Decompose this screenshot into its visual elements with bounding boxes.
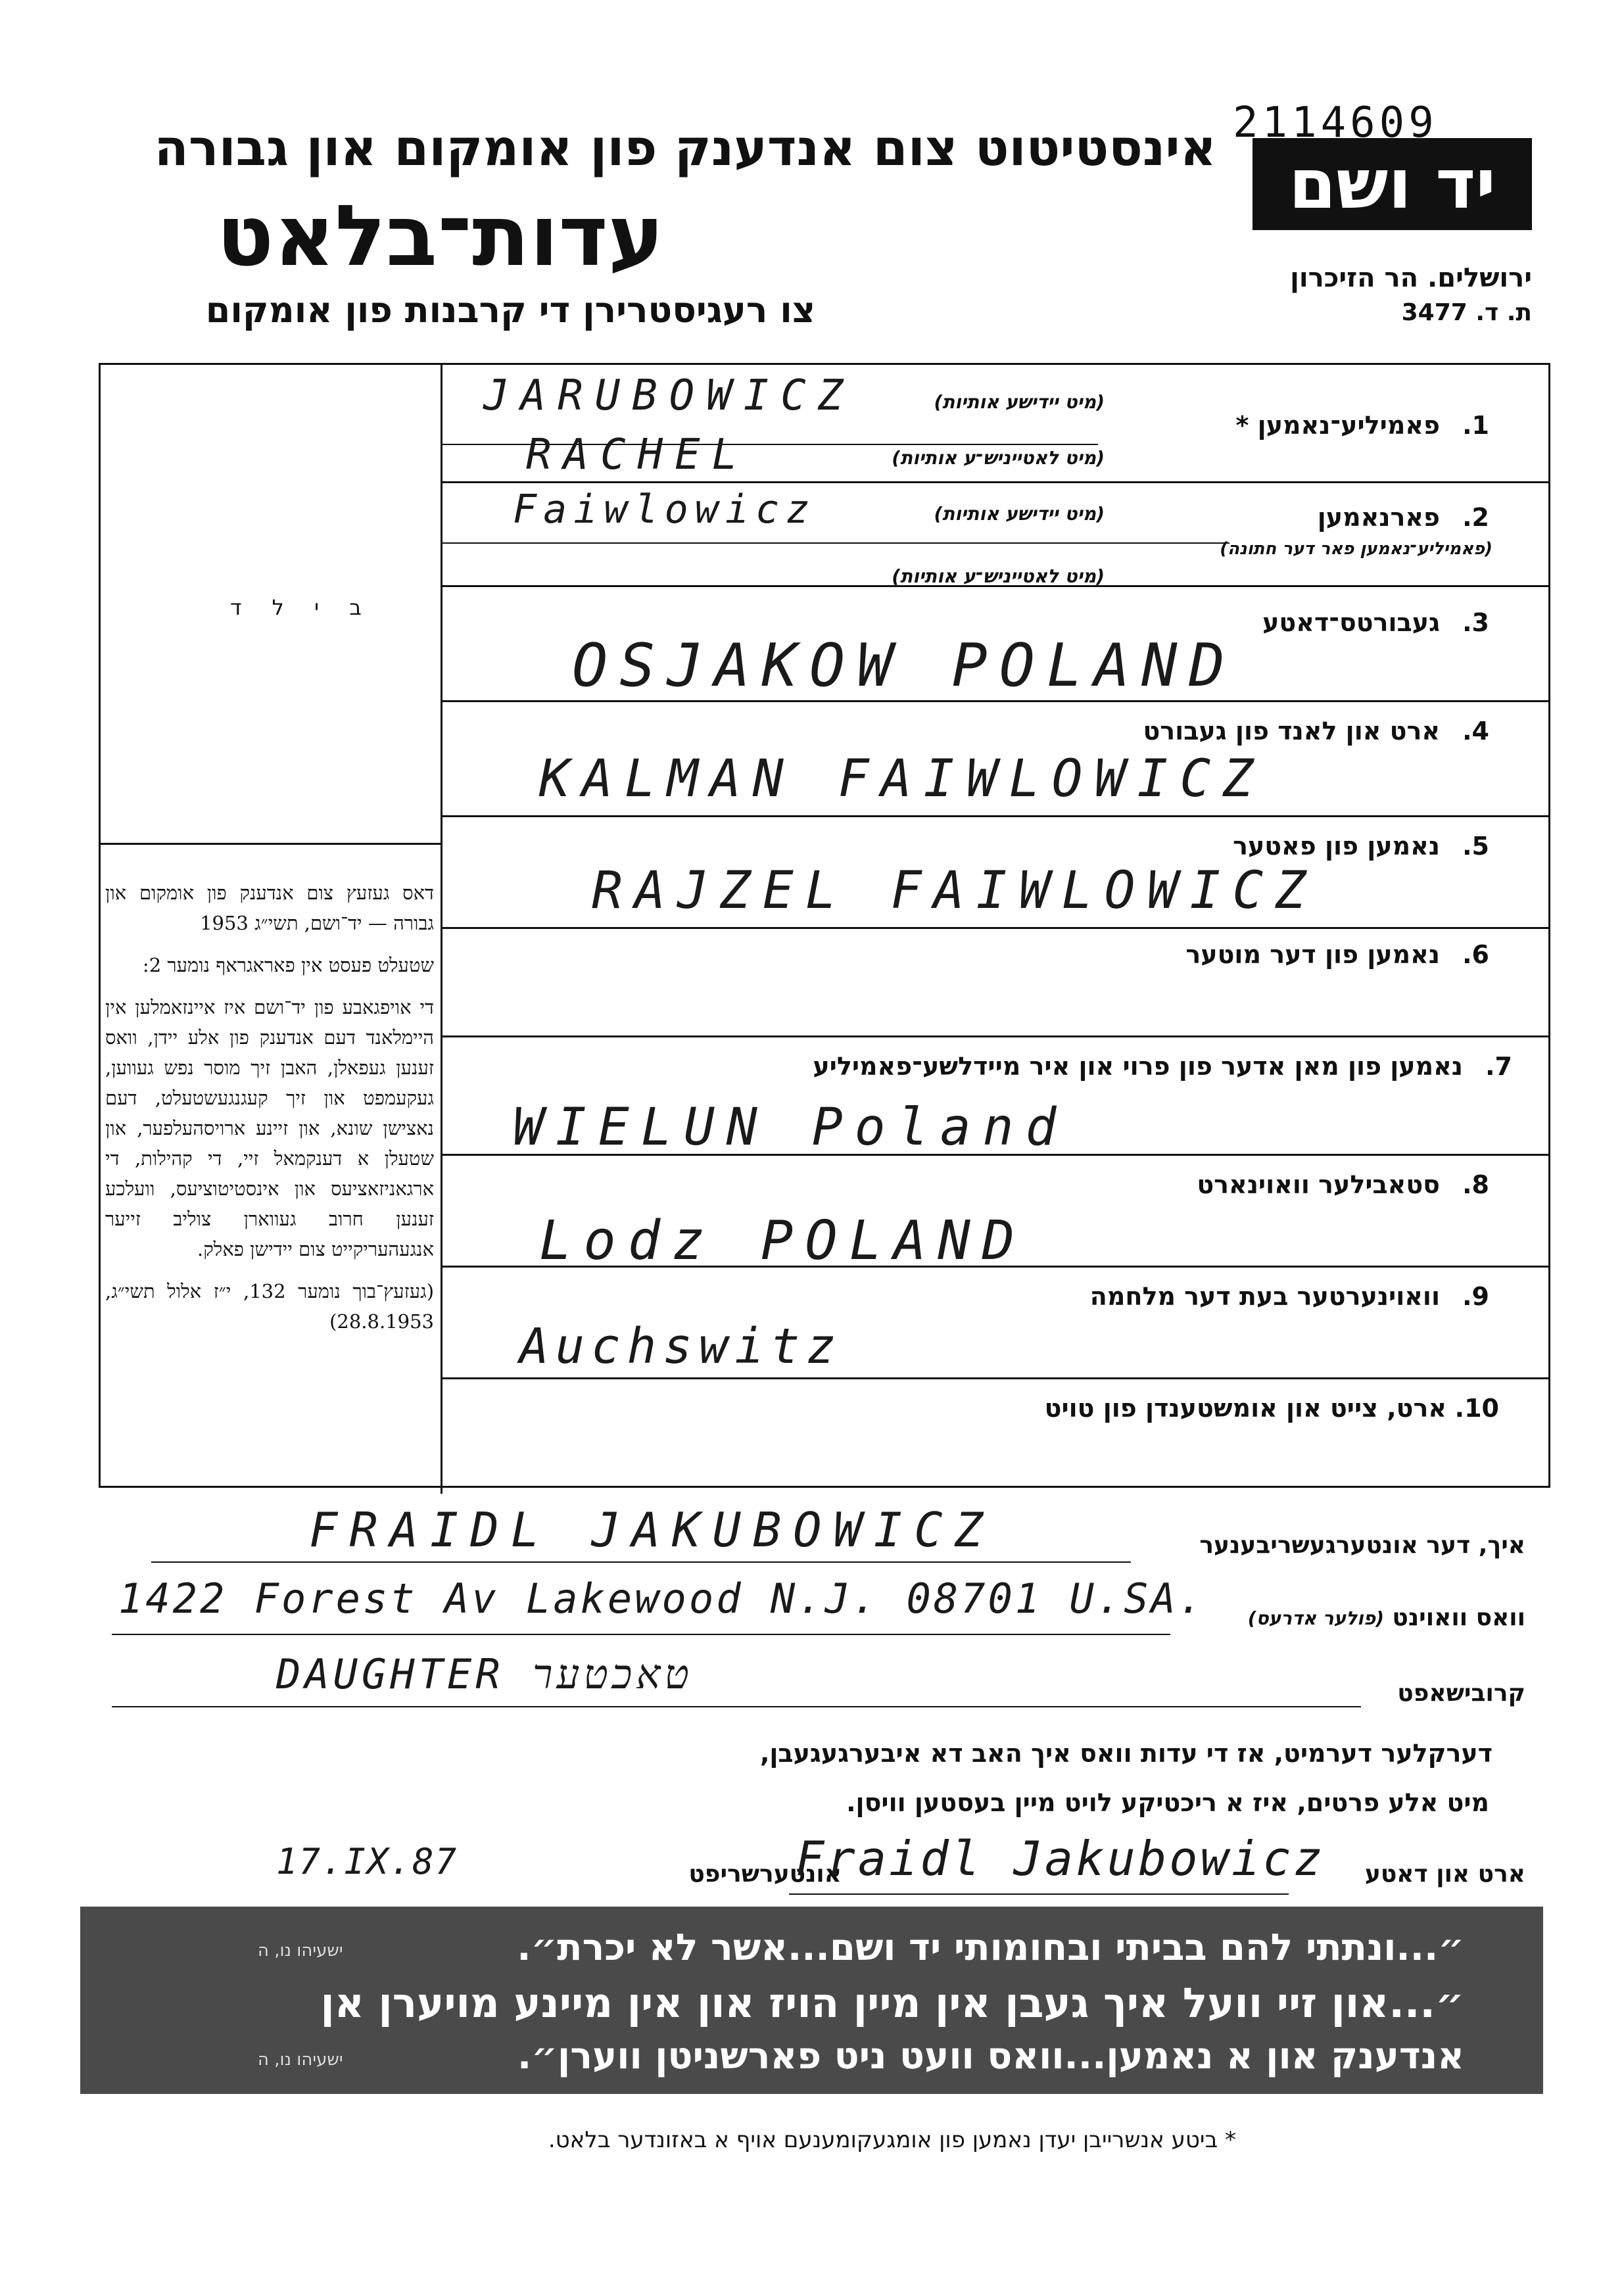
row-number: 5. bbox=[1462, 832, 1489, 861]
row-divider bbox=[441, 700, 1550, 702]
scripture-banner bbox=[80, 1907, 1543, 2094]
underline bbox=[112, 1634, 1170, 1635]
law-excerpt-title: דאס געזעץ צום אנדענק פון אומקום און גבורה — יד־ושם, תשי״ג 1953 bbox=[105, 882, 434, 934]
photo-box-bottom bbox=[99, 843, 442, 845]
banner-source-2: ישעיהו נו, ה bbox=[258, 2050, 343, 2070]
row-label-maiden-name: (פאמיליע־נאמען פאר דער חתונה) bbox=[1220, 539, 1493, 559]
row-number: 3. bbox=[1462, 608, 1489, 637]
birth-place-value[interactable]: KALMAN FAIWLOWICZ bbox=[539, 749, 1266, 809]
row-number: 6. bbox=[1462, 940, 1489, 969]
signature-value[interactable]: Fraidl Jakubowicz bbox=[796, 1831, 1325, 1886]
submitter-address-sub-label: (פולער אדרעס) bbox=[1247, 1607, 1384, 1629]
birth-date-value[interactable]: OSJAKOW POLAND bbox=[572, 631, 1237, 700]
law-excerpt bbox=[105, 878, 434, 1348]
row-label-birth-date: געבורטס־דאטע bbox=[1262, 608, 1440, 637]
form-title: עדות־בלאט bbox=[216, 187, 664, 285]
sub-line bbox=[441, 542, 1230, 544]
row-label-death-circumstances: ארט, צייט און אומשטענדן פון טויט bbox=[1044, 1394, 1446, 1423]
sub-label-latin: (מיט לאטייניש־ע אותיות) bbox=[892, 447, 1105, 469]
row-number: 7. bbox=[1485, 1052, 1512, 1081]
father-name-value[interactable]: RAJZEL FAIWLOWICZ bbox=[592, 861, 1318, 920]
family-name-latin-value[interactable]: RACHEL bbox=[526, 431, 750, 479]
row-divider bbox=[441, 927, 1550, 929]
frame-bottom bbox=[99, 1486, 1550, 1488]
law-excerpt-text: די אויפגאבע פון יד־ושם איז איינזאמלען אין היימלאנד דעם אנדענק פון אלע יידן, וואס זענען געפאלן, האבן זיך מוסר נפש געווען, געקעמפט און זיך קעגנגעשטעלט, דעם נאצישן שונא, און זיינע ארויסהעלפער, און שטעלן א דענקמאל זיי, די קהילות, די ארגאניזאציעס און אינסטיטוציעס, וועלכע זענען חרוב געווארן צוליב זייער אנגעהעריקייט צום יידישן פאלק. bbox=[105, 996, 434, 1260]
row-number: 8. bbox=[1462, 1170, 1489, 1199]
submitter-name-label: איך, דער אונטערגעשריבענער bbox=[1199, 1532, 1525, 1559]
declaration-line-1: דערקלער דערמיט, אז די עדות וואס איך האב דא איבערגעגעבן, bbox=[759, 1739, 1493, 1768]
form-subtitle: צו רעגיסטרירן די קרבנות פון אומקום bbox=[205, 289, 815, 331]
banner-line-1: ״...ונתתי להם בביתי ובחומותי יד ושם...אשר לא יכרת״. bbox=[517, 1926, 1464, 1969]
place-date-label: ארט און דאטע bbox=[1364, 1861, 1525, 1888]
frame-left bbox=[99, 363, 101, 1487]
row-label-spouse-name: נאמען פון מאן אדער פון פרוי און איר מיידלשע־פאמיליע bbox=[813, 1052, 1463, 1081]
footnote: * ביטע אנשרייבן יעדן נאמען פון אומגעקומענעם אויף א באזונדער בלאט. bbox=[548, 2127, 1236, 2153]
signature-label: אונטערשריפט bbox=[688, 1861, 842, 1888]
underline bbox=[151, 1561, 1131, 1563]
row-number: 10. bbox=[1454, 1394, 1499, 1423]
sub-label-latin: (מיט לאטייניש־ע אותיות) bbox=[892, 565, 1105, 587]
spouse-name-value[interactable]: WIELUN Poland bbox=[513, 1098, 1068, 1157]
underline bbox=[112, 1706, 1361, 1707]
relationship-label: קרובישאפט bbox=[1397, 1680, 1525, 1707]
permanent-residence-value[interactable]: Lodz POLAND bbox=[539, 1210, 1027, 1272]
yad-vashem-logo: יד ושם bbox=[1253, 138, 1532, 230]
declaration-line-2: מיט אלע פרטים, איז א ריכטיקע לויט מיין בעסטען וויסן. bbox=[846, 1788, 1489, 1817]
place-date-value[interactable]: 17.IX.87 bbox=[276, 1841, 458, 1882]
submitter-address-value[interactable]: 1422 Forest Av Lakewood N.J. 08701 U.SA. bbox=[118, 1575, 1206, 1623]
banner-line-2: ״...און זיי וועל איך געבן אין מיין הויז און אין מיינע מויערן אן bbox=[320, 1979, 1464, 2027]
banner-source-1: ישעיהו נו, ה bbox=[258, 1941, 343, 1961]
archive-number: 2114609 bbox=[1233, 99, 1438, 147]
row-label-permanent-residence: סטאבילער וואוינארט bbox=[1197, 1170, 1440, 1199]
sub-label-yiddish: (מיט יידישע אותיות) bbox=[934, 503, 1105, 525]
frame-top bbox=[99, 363, 1550, 365]
frame-right bbox=[1548, 363, 1550, 1487]
row-label-mother-name: נאמען פון דער מוטער bbox=[1185, 940, 1440, 969]
submitter-address-label: וואס וואוינט bbox=[1392, 1604, 1525, 1631]
row-number: 4. bbox=[1462, 717, 1489, 746]
first-name-yiddish-value[interactable]: Faiwlowicz bbox=[513, 487, 817, 533]
row-label-birth-place: ארט און לאנד פון געבורט bbox=[1143, 717, 1440, 746]
row-divider bbox=[441, 1377, 1550, 1379]
row-label-first-name: פארנאמען bbox=[1317, 503, 1440, 532]
wartime-residence-value[interactable]: Auchswitz bbox=[519, 1318, 842, 1375]
row-label-family-name: פאמיליע־נאמען * bbox=[1235, 411, 1440, 440]
row-label-father-name: נאמען פון פאטער bbox=[1233, 832, 1440, 861]
row-number: 1. bbox=[1462, 411, 1489, 440]
banner-line-3: אנדענק און א נאמען...וואס וועט ניט פארשניטן ווערן״. bbox=[517, 2035, 1464, 2078]
family-name-yiddish-value[interactable]: JARUBOWICZ bbox=[483, 371, 855, 420]
row-label-wartime-residence: וואוינערטער בעת דער מלחמה bbox=[1089, 1282, 1440, 1311]
sub-label-yiddish: (מיט יידישע אותיות) bbox=[934, 391, 1105, 413]
address-line-2: ת. ד. 3477 bbox=[1401, 299, 1532, 326]
row-number: 2. bbox=[1462, 503, 1489, 532]
institute-title: אינסטיטוט צום אנדענק פון אומקום און גבורה bbox=[154, 118, 1216, 177]
law-excerpt-paragraph-ref: שטעלט פעסט אין פאראגראף נומער 2: bbox=[142, 954, 434, 976]
law-excerpt-citation: (געזעץ־בוך נומער 132, י״ז אלול תשי״ג, 28.8.1953) bbox=[105, 1280, 435, 1333]
row-divider bbox=[441, 1035, 1550, 1037]
row-divider bbox=[441, 481, 1550, 483]
row-number: 9. bbox=[1462, 1282, 1489, 1311]
relationship-value[interactable]: DAUGHTER טאכטער bbox=[276, 1650, 693, 1698]
underline bbox=[789, 1893, 1289, 1895]
photo-label: ב י ל ד bbox=[230, 595, 373, 620]
address-line-1: ירושלים. הר הזיכרון bbox=[1290, 263, 1532, 293]
row-divider bbox=[441, 815, 1550, 817]
submitter-name-value[interactable]: FRAIDL JAKUBOWICZ bbox=[309, 1502, 995, 1557]
